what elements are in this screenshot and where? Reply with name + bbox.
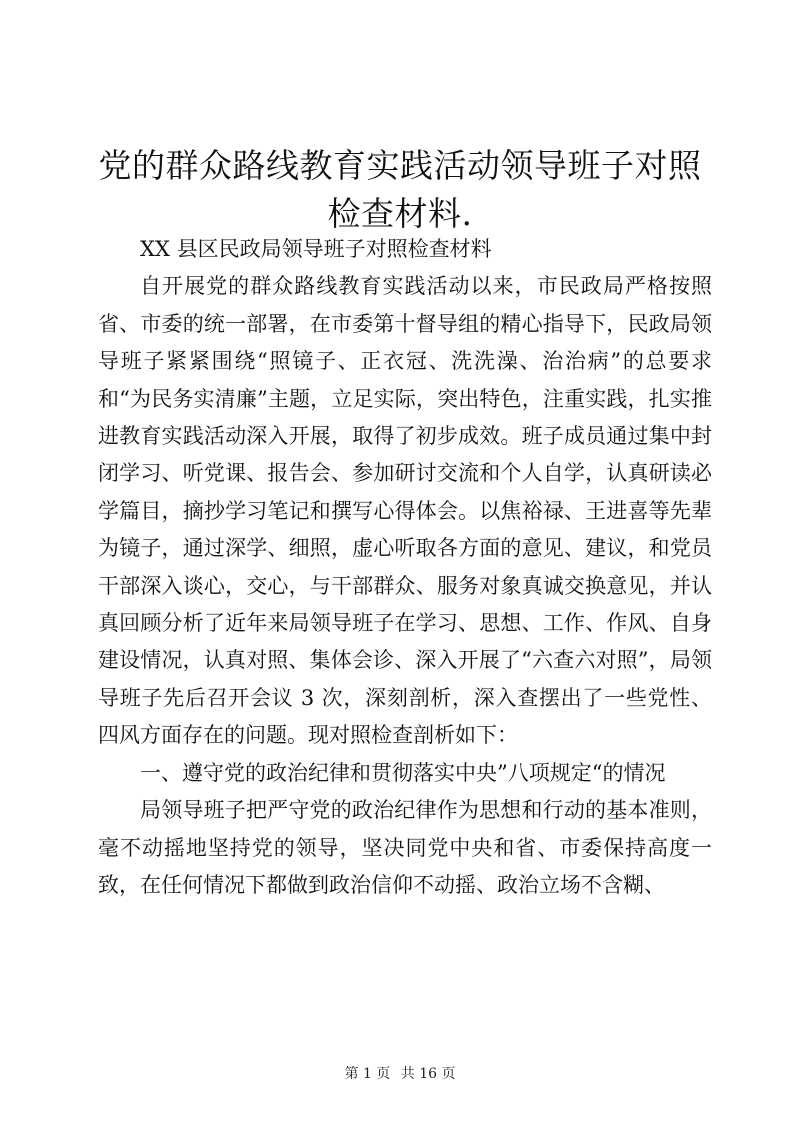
document-body bbox=[98, 231, 712, 904]
section-heading: 一、遵守党的政治纪律和贯彻落实中央”八项规定“的情况 bbox=[140, 760, 666, 785]
page-total: 共 16 页 bbox=[400, 1066, 456, 1082]
intro-paragraph: 自开展党的群众路线教育实践活动以来，市民政局严格按照省、市委的统一部署，在市委第十督导组的精心指导下，民政局领导班子紧紧围绕“照镜子、正衣冠、洗洗澡、治治病”的总要求和“为民务实清廉”主题，立足实际，突出特色，注重实践，扎实推进教育实践活动深入开展，取得了初步成效。班子成员通过集中封闭学习、听党课、报告会、参加研讨交流和个人自学，认真研读必学篇目，摘抄学习笔记和撰写心得体会。以焦裕禄、王进喜等先辈为镜子，通过深学、细照，虚心听取各方面的意见、建议，和党员干部深入谈心，交心，与干部群众、服务对象真诚交换意见，并认真回顾分析了近年来局领导班子在学习、思想、工作、作风、自身建设情况，认真对照、集体会诊、深入开展了“六查六对照”，局领导班子先后召开会议 3 次，深刻剖析，深入查摆出了一些党性、四风方面存在的问题。现对照检查剖析如下： bbox=[98, 274, 712, 748]
document-title: 党的群众路线教育实践活动领导班子对照检查材料. bbox=[98, 146, 702, 233]
page-number: 第 1 页 bbox=[344, 1066, 391, 1082]
page-footer bbox=[0, 1064, 800, 1084]
section-paragraph: 局领导班子把严守党的政治纪律作为思想和行动的基本准则，毫不动摇地坚持党的领导，坚决同党中央和省、市委保持高度一致，在任何情况下都做到政治信仰不动摇、政治立场不含糊、 bbox=[98, 798, 712, 897]
subtitle-paragraph: XX 县区民政局领导班子对照检查材料 bbox=[140, 237, 492, 261]
